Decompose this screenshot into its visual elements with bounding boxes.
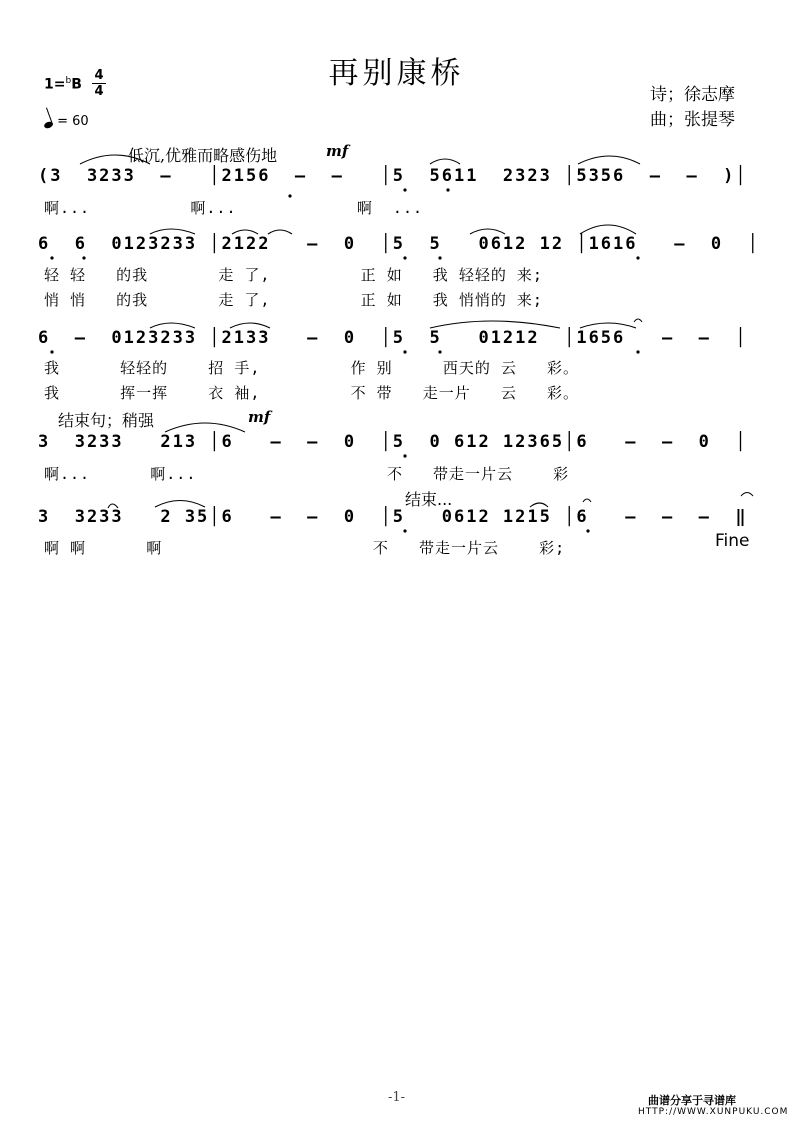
slur bbox=[108, 504, 118, 508]
lyric-line-4a: 啊... 啊... 不 带走一片云 彩 bbox=[44, 465, 570, 483]
lyric-line-3a: 我 轻轻的 招 手, 作 别 西天的 云 彩。 bbox=[44, 359, 579, 377]
page-number: -1- bbox=[387, 1090, 406, 1105]
fine-label: 结束... bbox=[405, 490, 453, 509]
dynamic-mf-2: mf bbox=[248, 408, 271, 426]
watermark-url: HTTP://WWW.XUNPUKU.COM bbox=[638, 1107, 789, 1117]
notation-line: 3 3233 2 35│6 – – 0 │5 0612 1215 │6 – – – ‖ bbox=[38, 507, 748, 527]
watermark-text: 曲谱分享于寻谱库 bbox=[648, 1094, 736, 1107]
slur bbox=[80, 155, 150, 164]
composer-credit: 曲；张提琴 bbox=[650, 110, 735, 130]
flat-sign: b bbox=[65, 76, 72, 86]
slur bbox=[430, 159, 460, 164]
notation-line: 6 – 0123233 │2133 – 0 │5 5 01212 │1656 – – │ bbox=[38, 328, 748, 348]
lyricist-credit: 诗；徐志摩 bbox=[650, 85, 735, 105]
lyric-line-1a: 啊... 啊... 啊 ... bbox=[44, 199, 424, 217]
slur bbox=[580, 225, 636, 234]
slur bbox=[150, 323, 195, 328]
fine-marking: Fine bbox=[715, 531, 750, 551]
slur bbox=[580, 323, 636, 328]
notation-line: 3 3233 213 │6 – – 0 │5 0 612 12365│6 – – 0 │ bbox=[38, 432, 748, 452]
tempo-value: = 60 bbox=[57, 114, 89, 129]
expression-marking: 低沉,优雅而略感伤地 bbox=[128, 146, 278, 165]
slur bbox=[530, 503, 548, 507]
slur bbox=[165, 423, 245, 432]
time-signature-top: 4 bbox=[94, 68, 104, 83]
notation-line: 6 6 0123233 │2122 – 0 │5 5 0612 12 │1616 – 0 │ bbox=[38, 234, 760, 254]
slur bbox=[230, 323, 270, 328]
slur bbox=[430, 321, 560, 328]
key-prefix: 1= bbox=[44, 76, 66, 93]
lyric-line-2a: 轻 轻 的我 走 了, 正 如 我 轻轻的 来; bbox=[44, 266, 543, 284]
song-title: 再别康桥 bbox=[328, 56, 465, 91]
key-note: B bbox=[71, 76, 82, 93]
lyric-line-3b: 我 挥一挥 衣 袖, 不 带 走一片 云 彩。 bbox=[44, 384, 579, 402]
dynamic-mf-1: mf bbox=[326, 142, 349, 160]
slur bbox=[268, 230, 292, 234]
slur bbox=[155, 501, 205, 508]
notation-line: (3 3233 – │2156 – – │5 5611 2323 │5356 – – )│ bbox=[38, 166, 748, 186]
lyric-line-2b: 悄 悄 的我 走 了, 正 如 我 悄悄的 来; bbox=[44, 291, 543, 309]
slur bbox=[232, 230, 258, 234]
slur bbox=[578, 156, 640, 164]
ending-phrase-marking: 结束句；稍强 bbox=[58, 411, 155, 430]
lyric-line-5a: 啊 啊 啊 不 带走一片云 彩; bbox=[44, 539, 566, 557]
time-signature-bottom: 4 bbox=[94, 84, 104, 99]
slur bbox=[470, 229, 505, 234]
slur bbox=[150, 229, 195, 234]
